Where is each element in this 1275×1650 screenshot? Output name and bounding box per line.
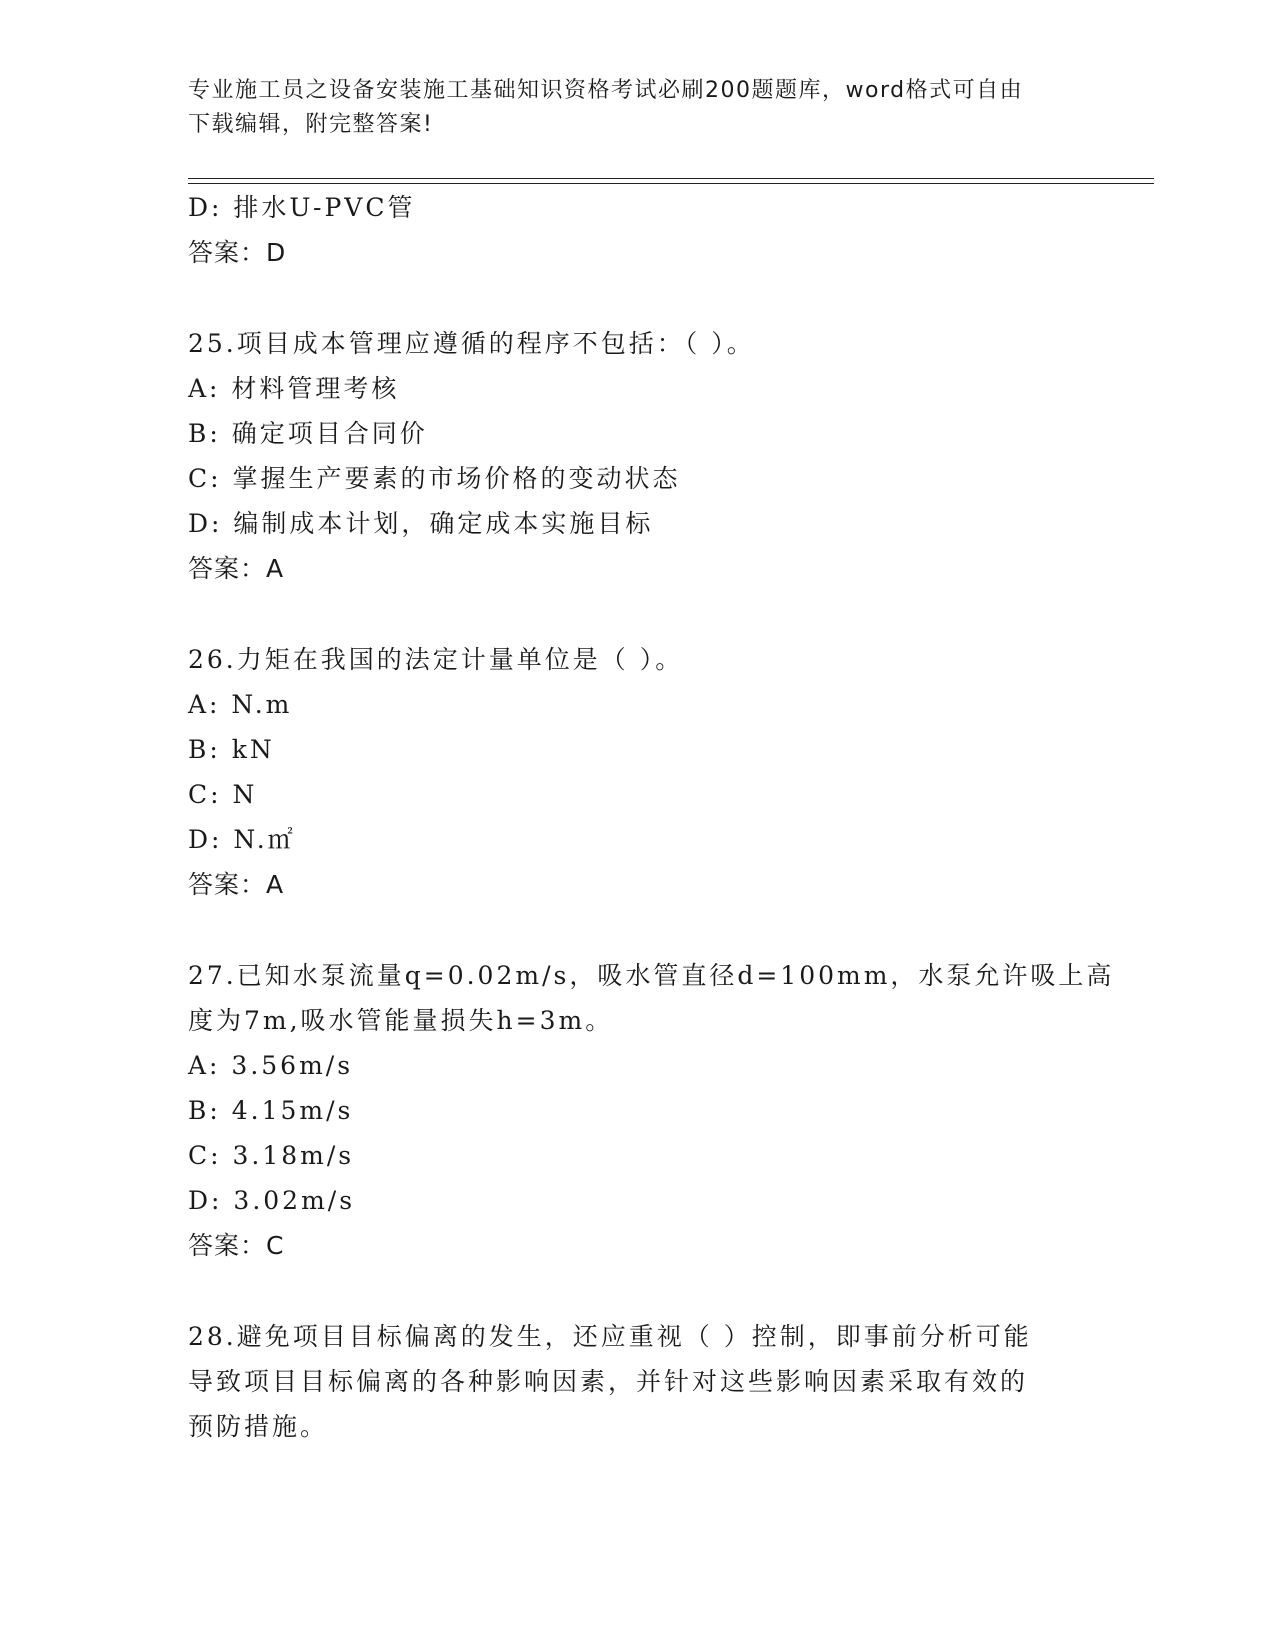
q26-option-a: A: N.m — [188, 690, 293, 719]
q26-option-d: D: N.㎡ — [188, 825, 296, 854]
document-header — [188, 74, 1068, 142]
q25-stem: 25.项目成本管理应遵循的程序不包括：（ ）。 — [188, 329, 755, 358]
q26-stem: 26.力矩在我国的法定计量单位是（ ）。 — [188, 645, 684, 674]
q25-option-d: D: 编制成本计划，确定成本实施目标 — [188, 509, 654, 538]
header-line-2: 下载编辑，附完整答案! — [188, 112, 434, 137]
q27-option-b: B: 4.15m/s — [188, 1096, 354, 1125]
q27-option-d: D: 3.02m/s — [188, 1186, 356, 1215]
q26-answer: 答案：A — [188, 870, 285, 899]
header-line-1: 专业施工员之设备安装施工基础知识资格考试必刷200题题库，word格式可自由 — [188, 78, 1024, 103]
q24-answer: 答案：D — [188, 238, 287, 267]
q27-stem-line-1: 27.已知水泵流量q=0.02m/s，吸水管直径d=100mm，水泵允许吸上高 — [188, 961, 1115, 990]
q27-answer: 答案：C — [188, 1231, 285, 1260]
header-divider-bottom — [188, 183, 1154, 184]
q28-stem-line-2: 导致项目目标偏离的各种影响因素，并针对这些影响因素采取有效的 — [188, 1367, 1029, 1396]
q26-option-b: B: kN — [188, 735, 275, 764]
q25-option-b: B: 确定项目合同价 — [188, 419, 428, 448]
q27-option-a: A: 3.56m/s — [188, 1051, 354, 1080]
q25-option-c: C: 掌握生产要素的市场价格的变动状态 — [188, 464, 681, 493]
q25-option-a: A: 材料管理考核 — [188, 374, 400, 403]
q25-answer: 答案：A — [188, 554, 285, 583]
q26-option-c: C: N — [188, 780, 258, 809]
q24-option-d: D: 排水U-PVC管 — [188, 193, 416, 222]
header-divider-top — [188, 178, 1154, 179]
q27-stem-line-2: 度为7m,吸水管能量损失h=3m。 — [188, 1006, 614, 1035]
q28-stem-line-3: 预防措施。 — [188, 1412, 329, 1441]
q28-stem-line-1: 28.避免项目目标偏离的发生，还应重视（ ）控制，即事前分析可能 — [188, 1322, 1032, 1351]
q27-option-c: C: 3.18m/s — [188, 1141, 355, 1170]
